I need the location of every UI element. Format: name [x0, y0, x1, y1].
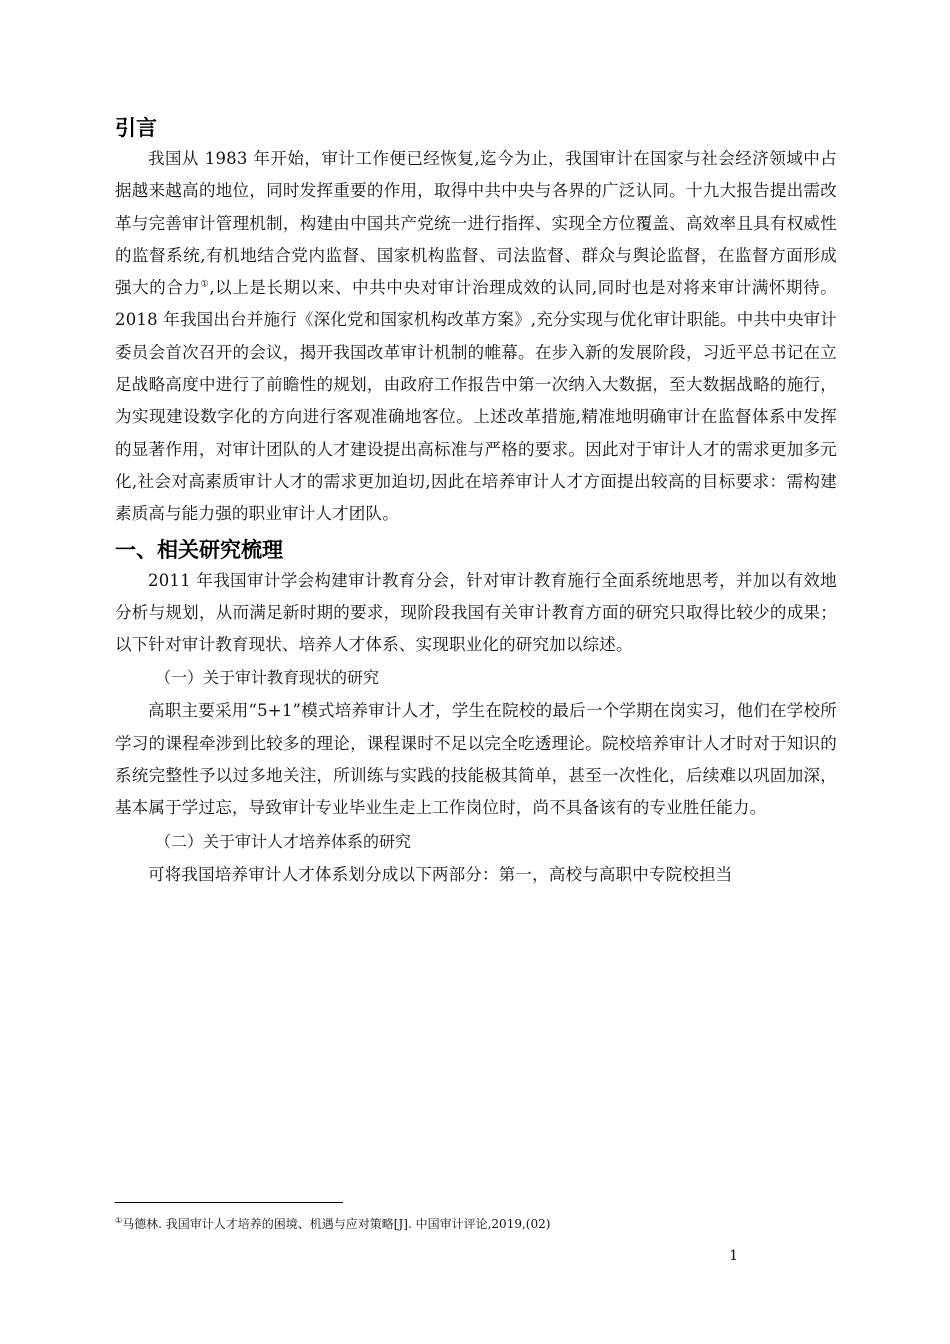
footnote-reference[interactable]: ①: [200, 279, 210, 290]
intro-paragraph: [115, 143, 837, 531]
page-number: 1: [729, 1248, 738, 1264]
section1-heading: 一、相关研究梳理: [115, 537, 283, 562]
intro-heading: 引言: [115, 116, 157, 140]
subsection2-heading: （二）关于审计人才培养体系的研究: [155, 831, 412, 851]
footnote: [115, 1212, 837, 1233]
body-content: [115, 113, 837, 891]
section1-paragraph: 2011 年我国审计学会构建审计教育分会，针对审计教育施行全面系统地思考，并加以有效地分析与规划，从而满足新时期的要求，现阶段我国有关审计教育方面的研究只取得比较少的成果；以下针对审计教育现状、培养人才体系、实现职业化的研究加以综述。: [115, 570, 837, 655]
subsection1-paragraph: 高职主要采用“5+1”模式培养审计人才，学生在院校的最后一个学期在岗实习，他们在学校所学习的课程牵涉到比较多的理论，课程课时不足以完全吃透理论。院校培养审计人才时对于知识的系统完整性予以过多地关注，所训练与实践的技能极其简单，甚至一次性化，后续难以巩固加深，基本属于学过忘，导致审计专业毕业生走上工作岗位时，尚不具备该有的专业胜任能力。: [115, 701, 837, 818]
footnote-mark: ①: [115, 1216, 123, 1225]
intro-text-part1: 我国从 1983 年开始，审计工作便已经恢复,迄今为止，我国审计在国家与社会经济领域中占据越来越高的地位，同时发挥重要的作用，取得中共中央与各界的广泛认同。十九大报告提出需改革与完善审计管理机制，构建由中国共产党统一进行指挥、实现全方位覆盖、高效率且具有权威性的监督系统,有机地结合党内监督、国家机构监督、司法监督、群众与舆论监督，在监督方面形成强大的合力: [115, 149, 837, 298]
subsection2-paragraph: 可将我国培养审计人才体系划分成以下两部分：第一，高校与高职中专院校担当: [148, 864, 733, 884]
footnote-text: 马德林. 我国审计人才培养的困境、机遇与应对策略[J]. 中国审计评论,2019,(02): [122, 1217, 551, 1231]
intro-text-part2: ,以上是长期以来、中共中央对审计治理成效的认同,同时也是对将来审计满怀期待。2018 年我国出台并施行《深化党和国家机构改革方案》,充分实现与优化审计职能。中共中央审计委员会首次召开的会议，揭开我国改革审计机制的帷幕。在步入新的发展阶段，习近平总书记在立足战略高度中进行了前瞻性的规划，由政府工作报告中第一次纳入大数据，至大数据战略的施行，为实现建设数字化的方向进行客观准确地客位。上述改革措施,精准地明确审计在监督体系中发挥的显著作用，对审计团队的人才建设提出高标准与严格的要求。因此对于审计人才的需求更加多元化,社会对高素质审计人才的需求更加迫切,因此在培养审计人才方面提出较高的目标要求：需构建素质高与能力强的职业审计人才团队。: [115, 278, 837, 524]
subsection1-heading: （一）关于审计教育现状的研究: [155, 668, 380, 688]
footnote-divider: [115, 1202, 343, 1203]
